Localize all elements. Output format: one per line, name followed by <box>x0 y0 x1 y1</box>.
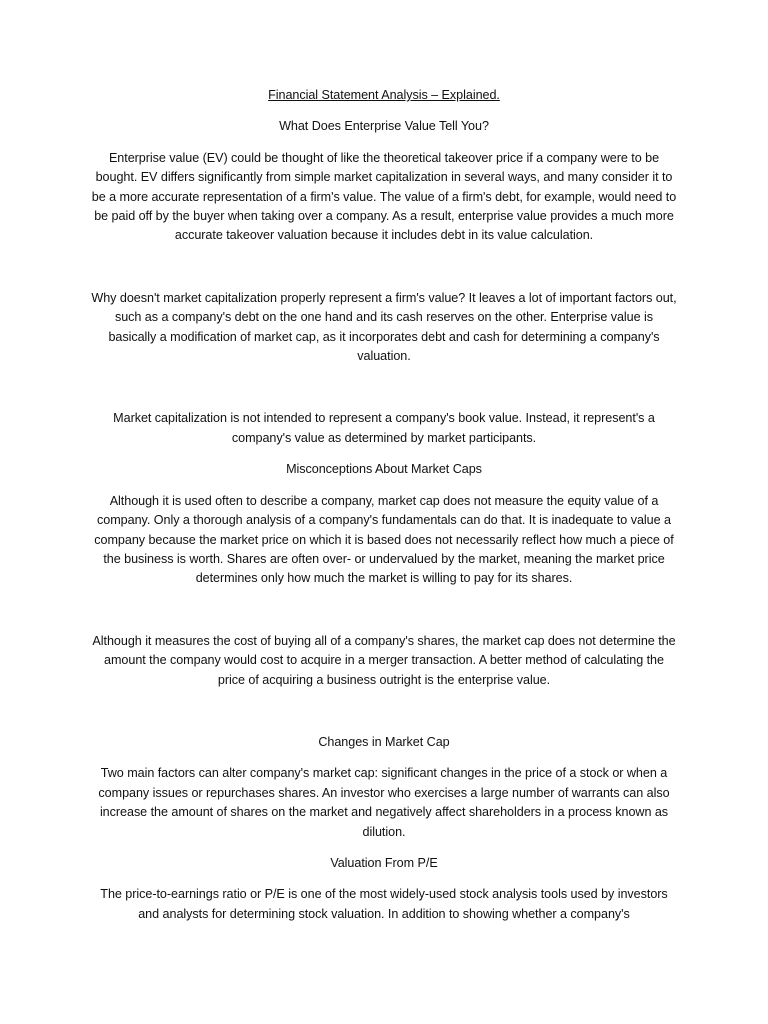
section-heading-changes-market-cap: Changes in Market Cap <box>318 734 450 749</box>
paragraph: The price-to-earnings ratio or P/E is one of the most widely-used stock analysis tools used by investors and analysts for determining stock valuation. In addition to showing whether a company's <box>100 887 668 921</box>
paragraph: Enterprise value (EV) could be thought of like the theoretical takeover price if a company were to be bought. EV differs significantly from simple market capitalization in several ways, and many consider it to be a more accurate representation of a firm's value. The value of a firm's debt, for example, would need to be paid off by the buyer when taking over a company. As a result, enterprise value provides a much more accurate takeover valuation because it includes debt in its value calculation. <box>91 150 677 243</box>
document-body <box>90 86 678 936</box>
document-title: Financial Statement Analysis – Explained. <box>268 88 500 102</box>
paragraph: Although it measures the cost of buying all of a company's shares, the market cap does not determine the amount the company would cost to acquire in a merger transaction. A better method of calculating the price of acquiring a business outright is the enterprise value. <box>92 633 676 687</box>
paragraph: Although it is used often to describe a company, market cap does not measure the equity value of a company. Only a thorough analysis of a company's fundamentals can do that. It is inadequate to value a company because the market price on which it is based does not necessarily reflect how much a piece of the business is worth. Shares are often over- or undervalued by the market, meaning the market price determines only how much the market is willing to pay for its shares. <box>94 493 674 586</box>
section-heading-valuation-pe: Valuation From P/E <box>330 855 438 870</box>
paragraph: Market capitalization is not intended to represent a company's book value. Instead, it represent's a company's value as determined by market participants. <box>113 411 655 445</box>
section-heading-misconceptions: Misconceptions About Market Caps <box>286 462 482 477</box>
paragraph: Why doesn't market capitalization properly represent a firm's value? It leaves a lot of important factors out, such as a company's debt on the one hand and its cash reserves on the other. Enterprise value is basically a modification of market cap, as it incorporates debt and cash for determining a company's valuation. <box>91 290 677 364</box>
paragraph: Two main factors can alter company's market cap: significant changes in the price of a stock or when a company issues or repurchases shares. An investor who exercises a large number of warrants can also increase the amount of shares on the market and negatively affect shareholders in a process known as dilution. <box>98 766 670 839</box>
section-heading-enterprise-value: What Does Enterprise Value Tell You? <box>279 119 489 134</box>
